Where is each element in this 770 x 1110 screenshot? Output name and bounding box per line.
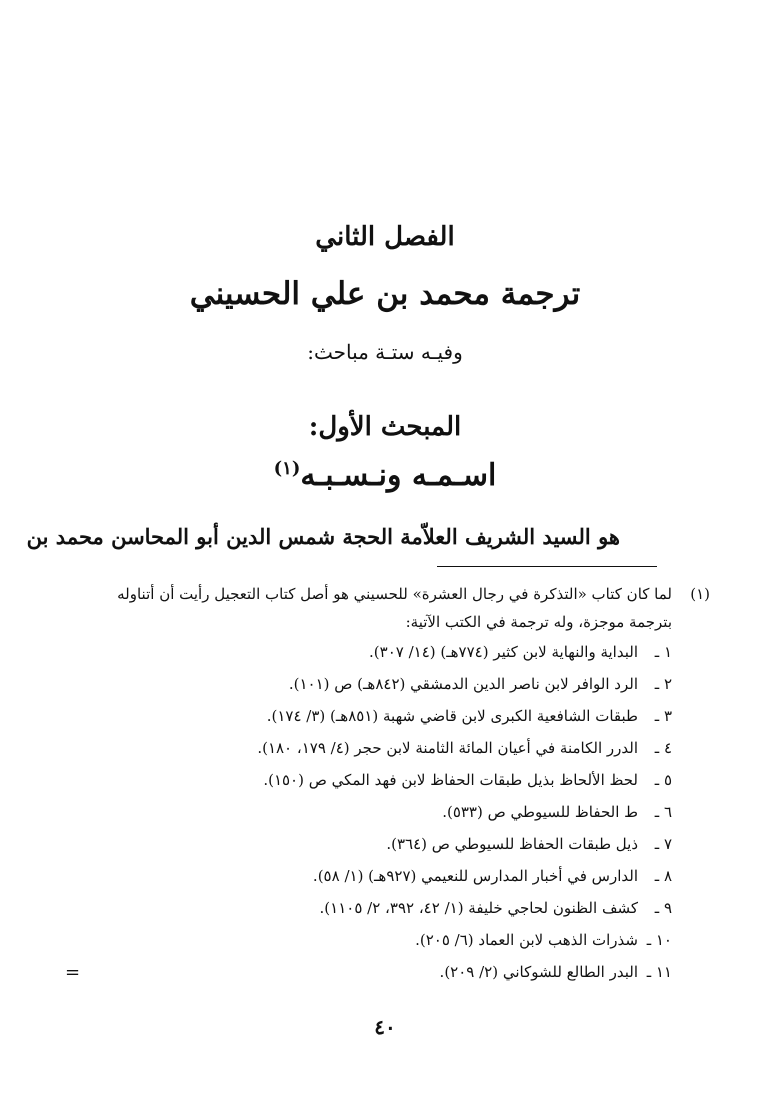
footnote-marker: (١): [690, 585, 710, 603]
reference-number: ١١ ـ: [646, 963, 672, 981]
reference-number: ٥ ـ: [654, 771, 672, 789]
reference-item: [62, 860, 672, 892]
footnote-intro-line-2: بترجمة موجزة، وله ترجمة في الكتب الآتية:: [405, 613, 672, 631]
footnote-ref: (١): [273, 458, 301, 479]
reference-number: ٨ ـ: [654, 867, 672, 885]
page-number: ٤٠: [374, 1015, 396, 1039]
reference-item: [62, 636, 672, 668]
reference-text: ذيل طبقات الحفاظ للسيوطي ص (٣٦٤).: [386, 835, 638, 853]
reference-text: شذرات الذهب لابن العماد (٦/ ٢٠٥).: [415, 931, 638, 949]
reference-number: ٦ ـ: [654, 803, 672, 821]
footnote-intro-line-1: لما كان كتاب «التذكرة في رجال العشرة» للحسيني هو أصل كتاب التعجيل رأيت أن أتناوله: [117, 585, 672, 603]
continuation-mark: =: [65, 962, 81, 983]
section-heading: المبحث الأول:: [308, 412, 462, 442]
reference-item: [62, 828, 672, 860]
reference-text: الدرر الكامنة في أعيان المائة الثامنة لابن حجر (٤/ ١٧٩، ١٨٠).: [257, 739, 638, 757]
footnote-separator: [437, 566, 657, 567]
reference-item: [62, 700, 672, 732]
reference-number: ٩ ـ: [654, 899, 672, 917]
topic-title: اسـمـه ونـسـبـه: [300, 458, 497, 493]
reference-text: الرد الوافر لابن ناصر الدين الدمشقي (٨٤٢هـ) ص (١٠١).: [288, 675, 638, 693]
reference-number: ٧ ـ: [654, 835, 672, 853]
reference-text: طبقات الشافعية الكبرى لابن قاضي شهبة (٨٥١هـ) (٣/ ١٧٤).: [266, 707, 638, 725]
reference-text: البداية والنهاية لابن كثير (٧٧٤هـ) (١٤/ ٣٠٧).: [369, 643, 638, 661]
reference-text: لحظ الألحاظ بذيل طبقات الحفاظ لابن فهد المكي ص (١٥٠).: [263, 771, 638, 789]
reference-number: ١٠ ـ: [646, 931, 672, 949]
reference-number: ٢ ـ: [654, 675, 672, 693]
chapter-title: الفصل الثاني: [315, 222, 455, 252]
reference-text: البدر الطالع للشوكاني (٢/ ٢٠٩).: [439, 963, 638, 981]
biography-title: ترجمة محمد بن علي الحسيني: [189, 276, 581, 312]
reference-item: [62, 732, 672, 764]
reference-item: [62, 924, 672, 956]
reference-item: [62, 764, 672, 796]
footnote: [62, 580, 672, 988]
reference-item: [62, 796, 672, 828]
reference-text: الدارس في أخبار المدارس للنعيمي (٩٢٧هـ) (١/ ٥٨).: [312, 867, 638, 885]
reference-list: [62, 636, 672, 988]
reference-text: ط الحفاظ للسيوطي ص (٥٣٣).: [442, 803, 638, 821]
reference-item: [62, 956, 672, 988]
reference-item: [62, 892, 672, 924]
reference-number: ٤ ـ: [654, 739, 672, 757]
reference-number: ٣ ـ: [654, 707, 672, 725]
topic-title-wrap: [0, 458, 770, 493]
body-text: هو السيد الشريف العلاّمة الحجة شمس الدين أبو المحاسن محمد بن: [26, 524, 620, 549]
sections-intro: وفيـه ستـة مباحث:: [307, 340, 463, 364]
reference-number: ١ ـ: [654, 643, 672, 661]
reference-text: كشف الظنون لحاجي خليفة (١/ ٤٢، ٣٩٢، ٢/ ١١٠٥).: [319, 899, 638, 917]
reference-item: [62, 668, 672, 700]
